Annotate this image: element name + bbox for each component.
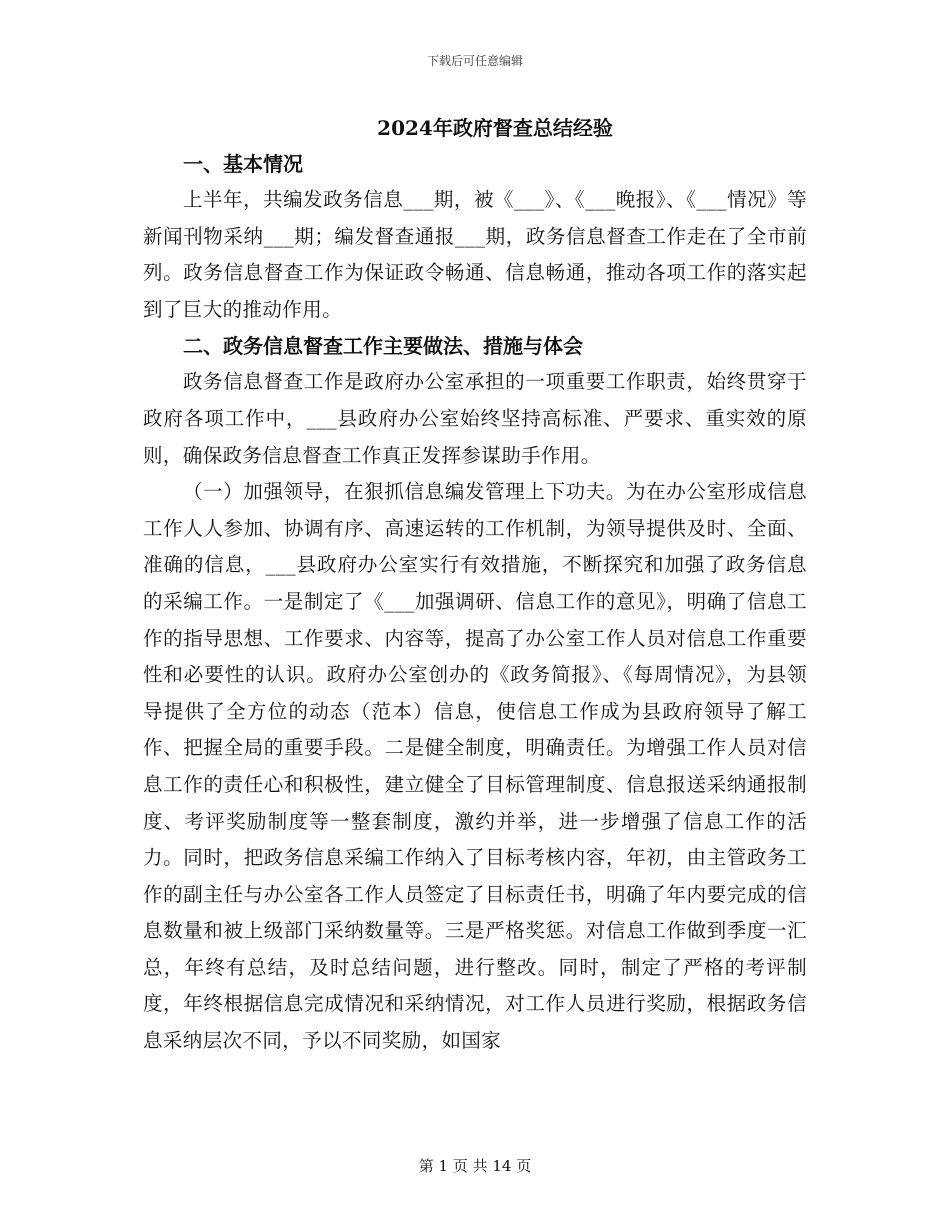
document-title: 2024年政府督查总结经验 xyxy=(377,116,613,140)
paragraph: （一）加强领导，在狠抓信息编发管理上下功夫。为在办公室形成信息工作人人参加、协调有序、高速运转的工作机制，为领导提供及时、全面、准确的信息，___县政府办公室实行有效措施，不断探究和加强了政务信息的采编工作。一是制定了《___加强调研、信息工作的意见》，明确了信息工作的指导思想、工作要求、内容等，提高了办公室工作人员对信息工作重要性和必要性的认识。政府办公室创办的《政务简报》、《每周情况》，为县领导提供了全方位的动态（范本）信息，使信息工作成为县政府领导了解工作、把握全局的重要手段。二是健全制度，明确责任。为增强工作人员对信息工作的责任心和积极性，建立健全了目标管理制度、信息报送采纳通报制度、考评奖励制度等一整套制度，激约并举，进一步增强了信息工作的活力。同时，把政务信息采编工作纳入了目标考核内容，年初，由主管政务工作的副主任与办公室各工作人员签定了目标责任书，明确了年内要完成的信息数量和被上级部门采纳数量等。三是严格奖惩。对信息工作做到季度一汇总，年终有总结，及时总结问题，进行整改。同时，制定了严格的考评制度，年终根据信息完成情况和采纳情况，对工作人员进行奖励，根据政务信息采纳层次不同，予以不同奖励，如国家 xyxy=(143,480,807,1053)
paragraph: 上半年，共编发政务信息___期，被《___》、《___晚报》、《___情况》等新闻刊物采纳___期；编发督查通报___期，政务信息督查工作走在了全市前列。政务信息督查工作为保证政令畅通、信息畅通，推动各项工作的落实起到了巨大的推动作用。 xyxy=(143,188,807,321)
section-heading-practices: 二、政务信息督查工作主要做法、措施与体会 xyxy=(183,334,583,359)
page-header-note: 下载后可任意编辑 xyxy=(426,54,523,68)
page-number: 第 1 页 共 14 页 xyxy=(418,1157,532,1175)
section-heading-basic: 一、基本情况 xyxy=(183,152,303,176)
paragraph: 政务信息督查工作是政府办公室承担的一项重要工作职责，始终贯穿于政府各项工作中，___县政府办公室始终坚持高标准、严要求、重实效的原则，确保政务信息督查工作真正发挥参谋助手作用。 xyxy=(143,370,807,467)
document-body xyxy=(143,110,807,1060)
